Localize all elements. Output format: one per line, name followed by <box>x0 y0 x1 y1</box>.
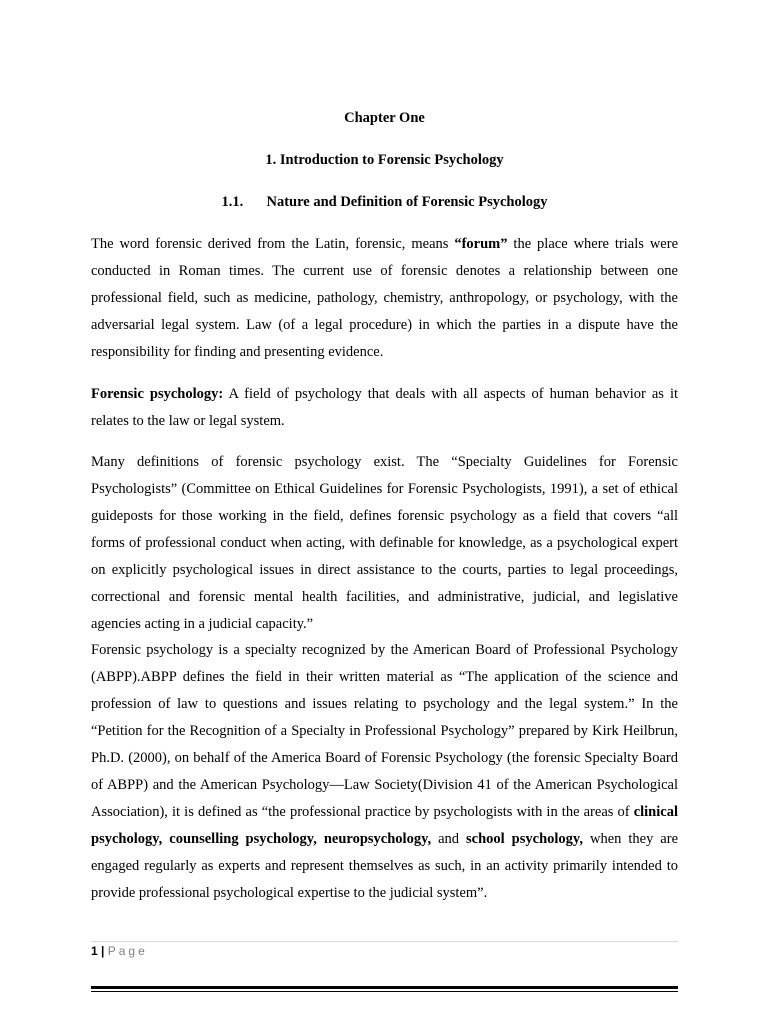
paragraph-text: Forensic psychology is a specialty recognized by the American Board of Professional Psychology (ABPP).ABPP defines the field in their written material as “The application of the science and profession of law to questions and issues relating to psychology and the legal system.” In the “Petition for the Recognition of a Specialty in Professional Psychology” prepared by Kirk Heilbrun, Ph.D. (2000), on behalf of the America Board of Forensic Psychology (the forensic Specialty Board of ABPP) and the American Psychology—Law Society(Division 41 of the American Psychological Association), it is defined as “the professional practice by psychologists with in the areas of <box>91 642 678 820</box>
section-heading <box>91 192 678 212</box>
paragraph-specialty-guidelines: Many definitions of forensic psychology exist. The “Specialty Guidelines for Forensic Psychologists” (Committee on Ethical Guidelines for Forensic Psychologists, 1991), a set of ethical guideposts for those working in the field, defines forensic psychology as a field that covers “all forms of professional conduct when acting, with definable for knowledge, as a psychological expert on explicitly psychological issues in direct assistance to the courts, parties to legal proceedings, correctional and forensic mental health facilities, and administrative, judicial, and legislative agencies acting in a judicial capacity.” <box>91 454 678 632</box>
chapter-heading: 1. Introduction to Forensic Psychology <box>265 152 504 168</box>
paragraph-text: A field of psychology that deals with all aspects of human behavior as it relates to the law or legal system. <box>91 386 679 429</box>
paragraph-text: when they are engaged regularly as experts and represent themselves as such, in an activity primarily intended to provide professional psychological expertise to the judicial system”. <box>91 831 678 901</box>
paragraph-forensic-psychology-definition <box>91 381 678 435</box>
bold-term: school psychology, <box>466 831 583 847</box>
section-number: 1.1. <box>221 194 244 210</box>
paragraph-abpp-definition <box>91 637 678 907</box>
bold-term: Forensic psychology: <box>91 386 224 402</box>
footer-separator: | <box>101 944 105 958</box>
section-title: Nature and Definition of Forensic Psychology <box>266 194 548 210</box>
bold-term: clinical psychology, counselling psychology, neuropsychology, <box>91 804 678 847</box>
paragraph-forum-definition <box>91 231 678 366</box>
page-number: 1 <box>91 944 98 958</box>
bold-term: “forum” <box>454 236 508 252</box>
chapter-title: Chapter One <box>344 110 425 126</box>
page-footer <box>91 943 148 959</box>
paragraph-text: the place where trials were conducted in Roman times. The current use of forensic denotes a relationship between one professional field, such as medicine, pathology, chemistry, anthropology, or psychology, with the adversarial legal system. Law (of a legal procedure) in which the parties in a dispute have the responsibility for finding and presenting evidence. <box>91 236 679 360</box>
bottom-border-thick <box>91 986 678 989</box>
page-label: Page <box>107 944 148 958</box>
paragraph-text: and <box>431 831 467 847</box>
bottom-border-thin <box>91 991 678 992</box>
paragraph-text: The word forensic derived from the Latin, forensic, means <box>91 236 455 252</box>
footer-divider <box>91 941 678 942</box>
